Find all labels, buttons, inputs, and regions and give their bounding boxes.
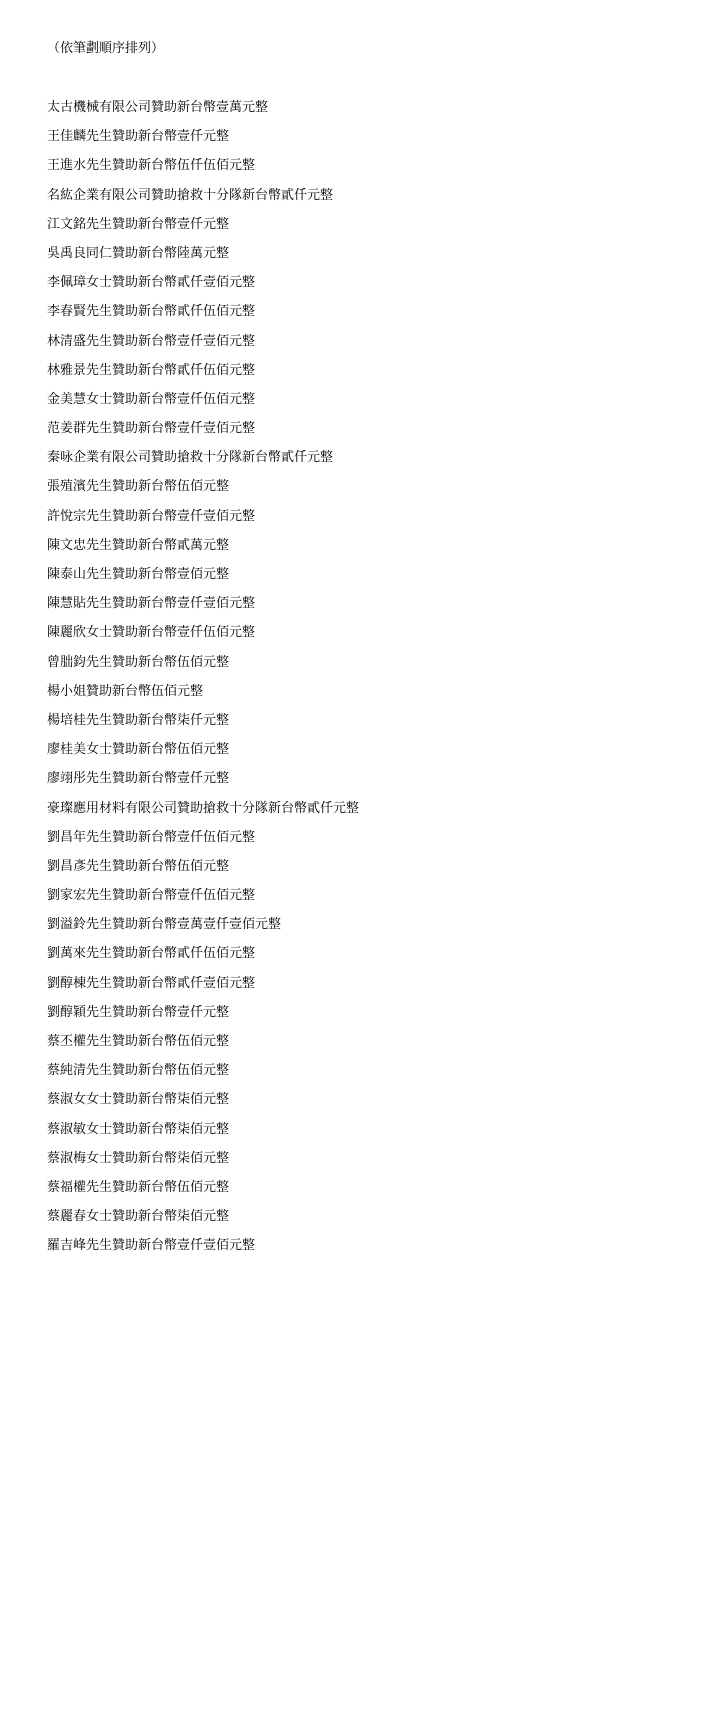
donor-entry: 陳麗欣女士贊助新台幣壹仟伍佰元整 xyxy=(47,625,256,641)
donor-entry: 吳禹良同仁贊助新台幣陸萬元整 xyxy=(47,245,230,261)
donor-entry: 楊培桂先生贊助新台幣柒仟元整 xyxy=(47,712,230,728)
donor-entry: 陳泰山先生贊助新台幣壹佰元整 xyxy=(47,567,230,582)
ordering-note: （依筆劃順序排列） xyxy=(47,41,165,56)
donor-entry: 蔡福權先生贊助新台幣伍佰元整 xyxy=(47,1179,230,1195)
donor-entry: 蔡純清先生贊助新台幣伍佰元整 xyxy=(47,1063,230,1079)
donor-entry: 王進水先生贊助新台幣伍仟伍佰元整 xyxy=(47,158,256,174)
donor-entry: 蔡淑梅女士贊助新台幣柒佰元整 xyxy=(47,1150,230,1166)
donor-entry: 張殖濱先生贊助新台幣伍佰元整 xyxy=(47,479,230,495)
donor-entry: 劉昌年先生贊助新台幣壹仟伍佰元整 xyxy=(47,829,256,845)
donor-entry: 許悅宗先生贊助新台幣壹仟壹佰元整 xyxy=(47,508,256,524)
donor-entry: 廖桂美女士贊助新台幣伍佰元整 xyxy=(47,742,230,758)
donor-entry: 劉溢鈴先生贊助新台幣壹萬壹仟壹佰元整 xyxy=(47,917,282,933)
donor-entry: 蔡麗春女士贊助新台幣柒佰元整 xyxy=(47,1209,230,1225)
donor-entry: 劉醇穎先生贊助新台幣壹仟元整 xyxy=(47,1004,230,1020)
donor-entry: 蔡淑女女士贊助新台幣柒佰元整 xyxy=(47,1092,230,1108)
donor-entry: 劉醇棟先生贊助新台幣貳仟壹佰元整 xyxy=(47,975,256,991)
donor-entry: 金美慧女士贊助新台幣壹仟伍佰元整 xyxy=(47,391,256,407)
donor-list xyxy=(47,98,707,1266)
donor-entry: 林雅景先生贊助新台幣貳仟伍佰元整 xyxy=(47,362,256,378)
donor-entry: 王佳麟先生贊助新台幣壹仟元整 xyxy=(47,129,230,145)
donor-entry: 劉家宏先生贊助新台幣壹仟伍佰元整 xyxy=(47,888,256,904)
donor-entry: 蔡丕權先生贊助新台幣伍佰元整 xyxy=(47,1034,230,1049)
donor-page xyxy=(47,39,707,1266)
donor-entry: 廖翊彤先生贊助新台幣壹仟元整 xyxy=(47,771,230,787)
donor-entry: 劉昌彥先生贊助新台幣伍佰元整 xyxy=(47,858,230,874)
donor-entry: 陳慧貼先生贊助新台幣壹仟壹佰元整 xyxy=(47,596,256,612)
donor-entry: 蔡淑敏女士贊助新台幣柒佰元整 xyxy=(47,1121,230,1137)
donor-entry: 羅吉峰先生贊助新台幣壹仟壹佰元整 xyxy=(47,1238,256,1254)
donor-entry: 劉萬來先生贊助新台幣貳仟伍佰元整 xyxy=(47,946,256,962)
donor-entry: 楊小姐贊助新台幣伍佰元整 xyxy=(47,683,204,699)
donor-entry: 名紘企業有限公司贊助搶救十分隊新台幣貳仟元整 xyxy=(47,187,334,203)
donor-entry: 范姜群先生贊助新台幣壹仟壹佰元整 xyxy=(47,421,256,437)
donor-entry: 秦咏企業有限公司贊助搶救十分隊新台幣貳仟元整 xyxy=(47,450,334,466)
donor-entry: 李春賢先生贊助新台幣貳仟伍佰元整 xyxy=(47,304,256,320)
donor-entry: 李佩璋女士贊助新台幣貳仟壹佰元整 xyxy=(47,275,256,291)
donor-entry: 林清盛先生贊助新台幣壹仟壹佰元整 xyxy=(47,333,256,349)
donor-entry: 江文銘先生贊助新台幣壹仟元整 xyxy=(47,216,230,232)
donor-entry: 豪璨應用材料有限公司贊助搶救十分隊新台幣貳仟元整 xyxy=(47,800,360,816)
donor-entry: 太古機械有限公司贊助新台幣壹萬元整 xyxy=(47,100,269,115)
donor-entry: 曾朏鈞先生贊助新台幣伍佰元整 xyxy=(47,654,230,670)
donor-entry: 陳文忠先生贊助新台幣貳萬元整 xyxy=(47,537,230,553)
